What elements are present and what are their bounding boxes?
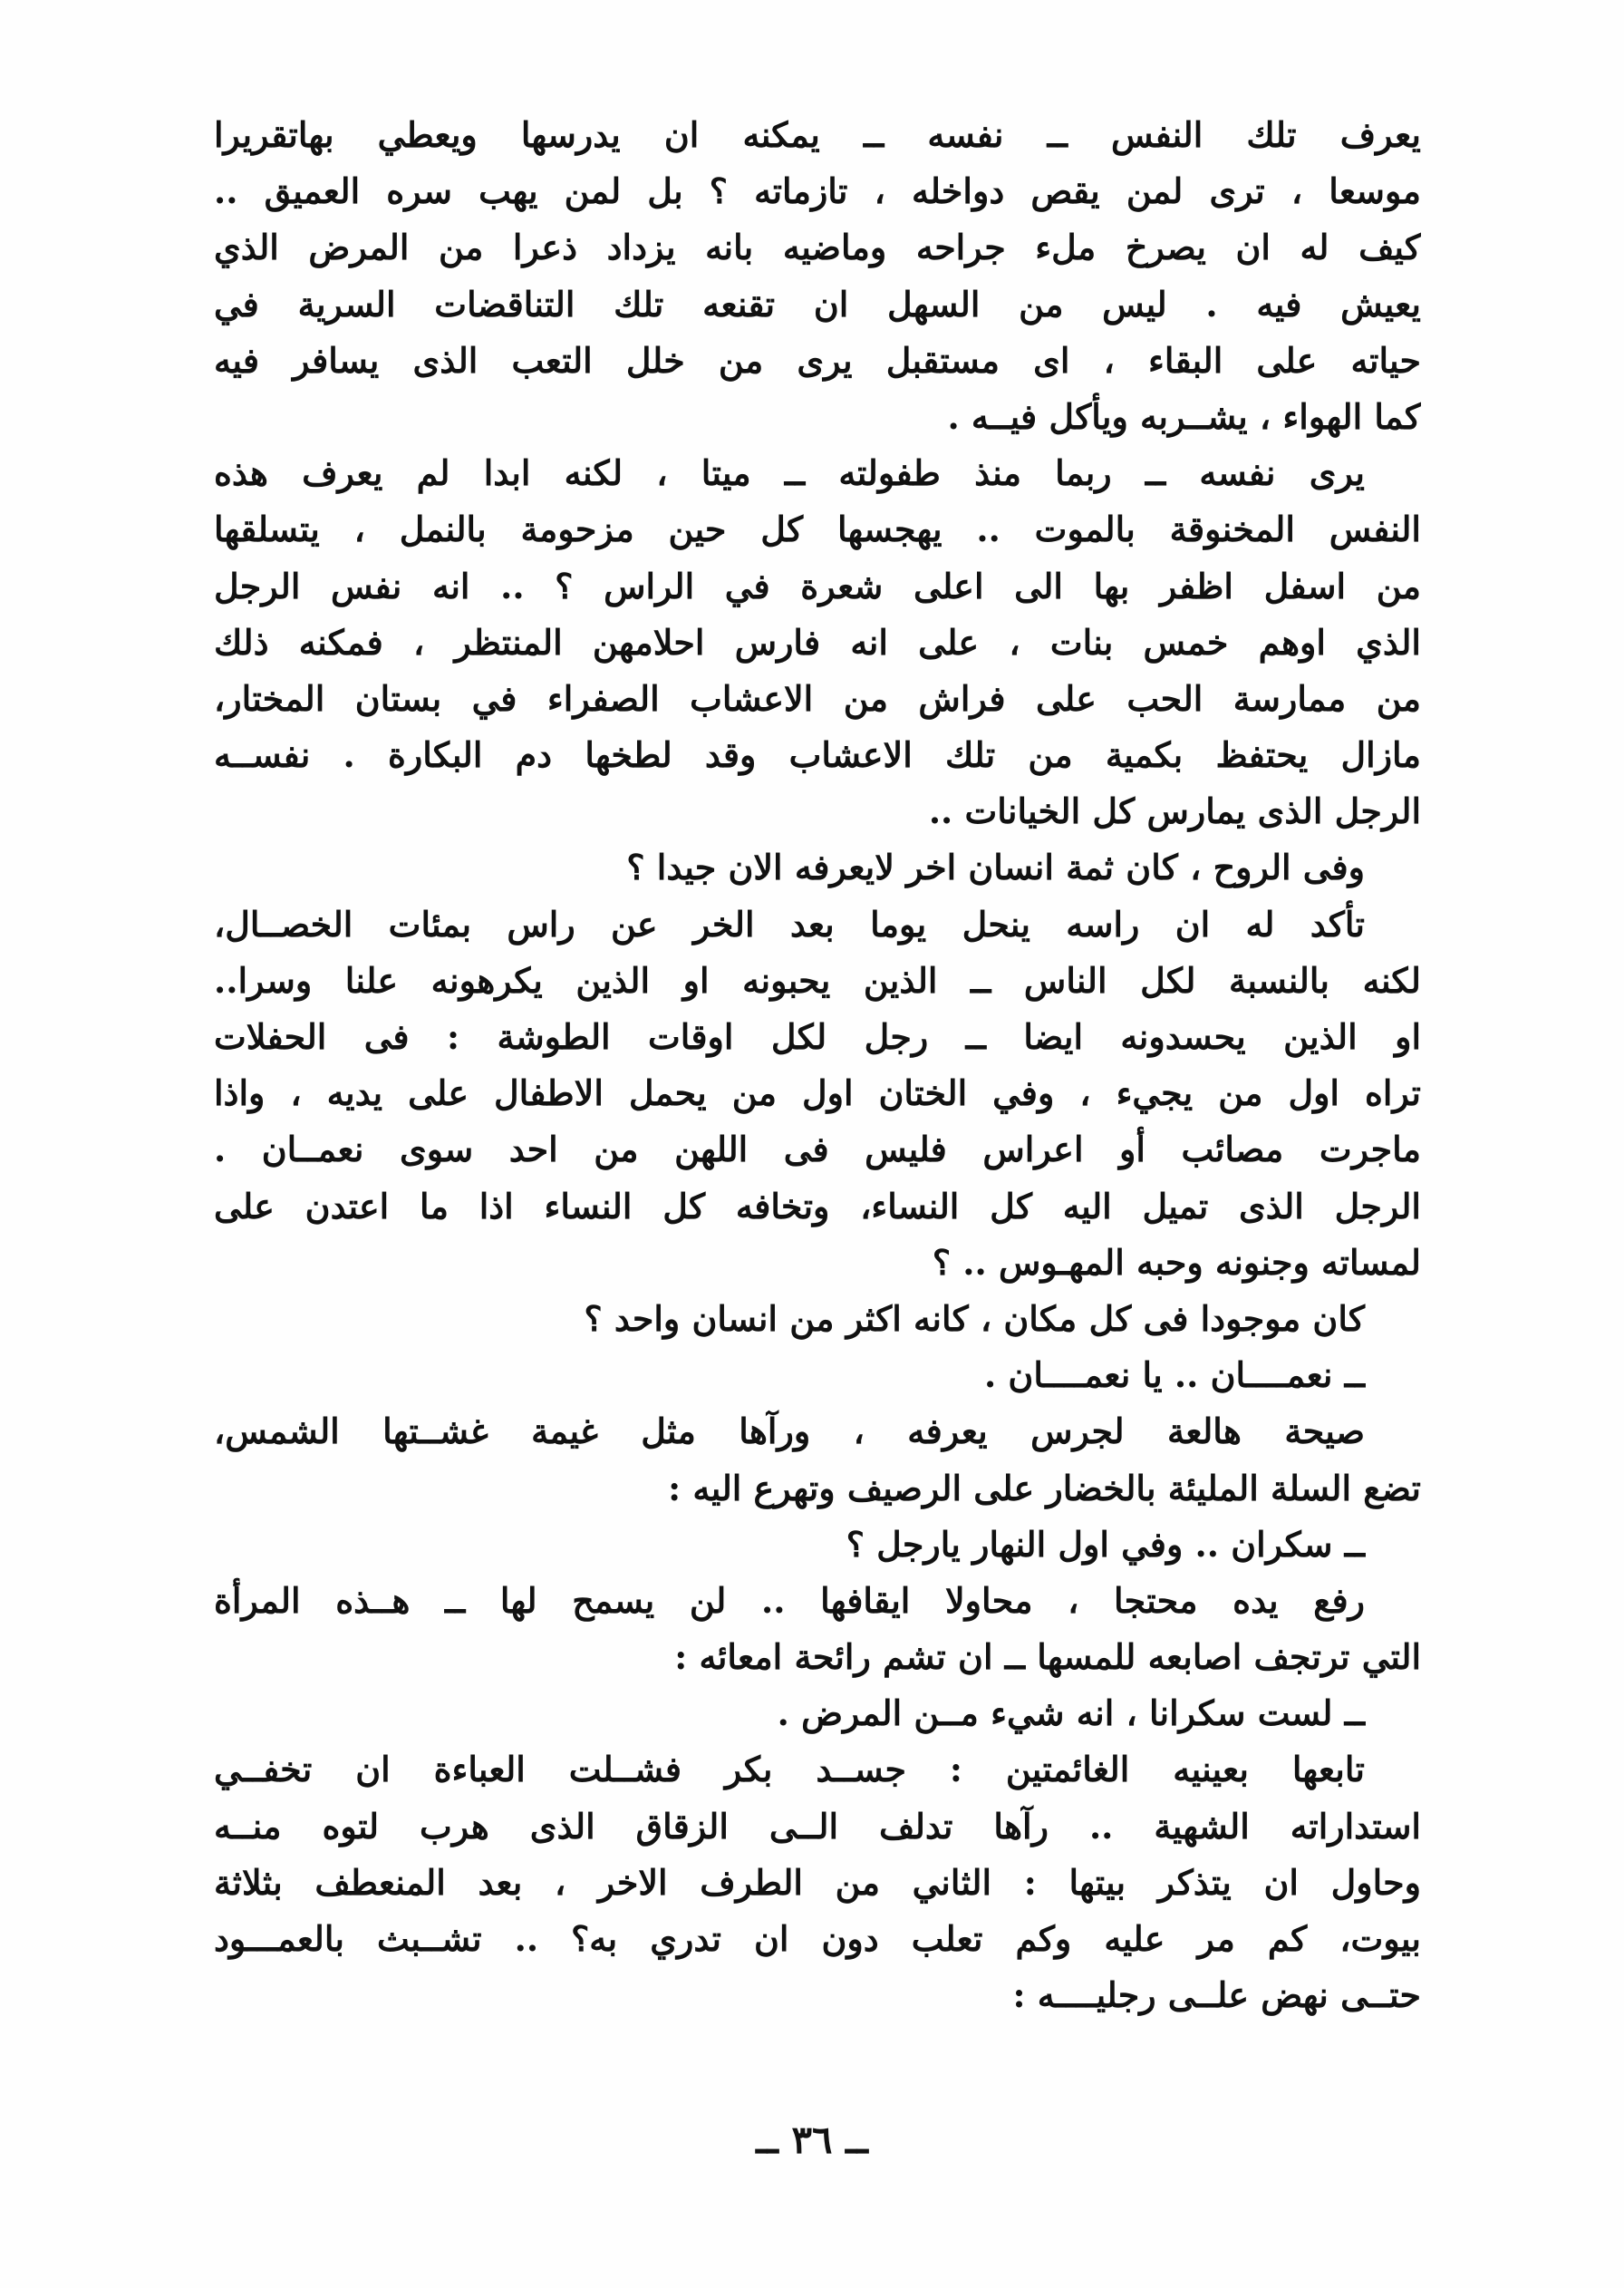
text-line: تأكد له ان راسه ينحل يوما بعد الخر عن راس بمئات الخصــال، <box>214 903 1365 945</box>
text-line: كيف له ان يصرخ ملء جراحه وماضيه بانه يزداد ذعرا من المرض الذي <box>214 227 1421 268</box>
text-line: ــ سكران .. وفي اول النهار يارجل ؟ <box>846 1523 1365 1565</box>
text-line: ــ لست سكرانا ، انه شيء مــن المرض . <box>777 1692 1365 1734</box>
text-line: وحاول ان يتذكر بيتها : الثاني من الطرف الاخر ، بعد المنعطف بثلاثة <box>214 1861 1421 1903</box>
text-line: صيحة هالعة لجرس يعرفه ، ورآها مثل غيمة غشــتها الشمس، <box>214 1411 1365 1452</box>
text-line: وفى الروح ، كان ثمة انسان اخر لايعرفه الان جيدا ؟ <box>626 847 1365 888</box>
text-line: يرى نفسه ــ ربما منذ طفولته ــ ميتا ، لكنه ابدا لم يعرف هذه <box>214 452 1365 494</box>
text-line: من ممارسة الحب على فراش من الاعشاب الصفراء في بستان المختار، <box>214 677 1421 719</box>
text-line: النفس المخنوقة بالموت .. يهجسها كل حين مزحومة بالنمل ، يتسلقها <box>214 509 1421 550</box>
text-line: كما الهواء ، يشــربه ويأكل فيــه . <box>947 395 1421 437</box>
text-line: لمساته وجنونه وحبه المهـوس .. ؟ <box>932 1241 1421 1283</box>
text-line: تضع السلة المليئة بالخضار على الرصيف وتهرع اليه : <box>668 1467 1421 1508</box>
text-line: الرجل الذى تميل اليه كل النساء، وتخافه كل النساء اذا ما اعتدن على <box>214 1185 1421 1226</box>
text-line: بيوت، كم مر عليه وكم تعلب دون ان تدري به؟ .. تشــبث بالعمـــود <box>214 1918 1421 1959</box>
text-line: ــ نعمــــان .. يا نعمــــان . <box>983 1354 1365 1396</box>
text-line: استداراته الشهية .. رآها تدلف الــى الزقاق الذى هرب لتوه منــه <box>214 1805 1421 1847</box>
text-line: يعرف تلك النفس ــ نفسه ــ يمكنه ان يدرسها ويعطي بهاتقريرا <box>214 114 1421 155</box>
text-line: حتــى نهض علــى رجليــــه : <box>1012 1974 1421 2016</box>
text-line: رفع يده محتجا ، محاولا ايقافها .. لن يسمح لها ــ هــذه المرأة <box>214 1579 1365 1621</box>
text-line: التي ترتجف اصابعه للمسها ــ ان تشم رائحة امعائه : <box>674 1636 1421 1678</box>
text-line: او الذين يحسدونه ايضا ــ رجل لكل اوقات الطوشة : فى الحفلات <box>214 1016 1421 1057</box>
text-line: لكنه بالنسبة لكل الناس ــ الذين يحبونه او الذين يكرهونه علنا وسرا.. <box>214 959 1421 1001</box>
text-line: مازال يحتفظ بكمية من تلك الاعشاب وقد لطخها دم البكارة . نفســه <box>214 734 1421 776</box>
text-line: ماجرت مصائب أو اعراس فليس فى اللهن من احد سوى نعمــان . <box>214 1129 1421 1170</box>
text-line: يعيش فيه . ليس من السهل ان تقنعه تلك التناقضات السرية في <box>214 283 1421 325</box>
text-line: الذي اوهم خمس بنات ، على انه فارس احلامهن المنتظر ، فمكنه ذلك <box>214 621 1421 663</box>
page-number: ــ ٣٦ ــ <box>756 2118 868 2162</box>
text-line: حياته على البقاء ، اى مستقبل يرى من خلل التعب الذى يسافر فيه <box>214 339 1421 381</box>
page-body-text <box>214 107 1421 2023</box>
text-line: كان موجودا فى كل مكان ، كانه اكثر من انسان واحد ؟ <box>584 1297 1365 1339</box>
text-line: موسعا ، ترى لمن يقص دواخله ، تازماته ؟ بل لمن يهب سره العميق .. <box>214 170 1421 212</box>
text-line: من اسفل اظفر بها الى اعلى شعرة في الراس ؟ .. انه نفس الرجل <box>214 565 1421 606</box>
text-line: تراه اول من يجيء ، وفي الختان اول من يحمل الاطفال على يديه ، واذا <box>214 1072 1421 1114</box>
text-line: الرجل الذى يمارس كل الخيانات .. <box>928 790 1421 832</box>
text-line: تابعها بعينيه الغائمتين : جســد بكر فشــلت العباءة ان تخفــي <box>214 1749 1365 1790</box>
